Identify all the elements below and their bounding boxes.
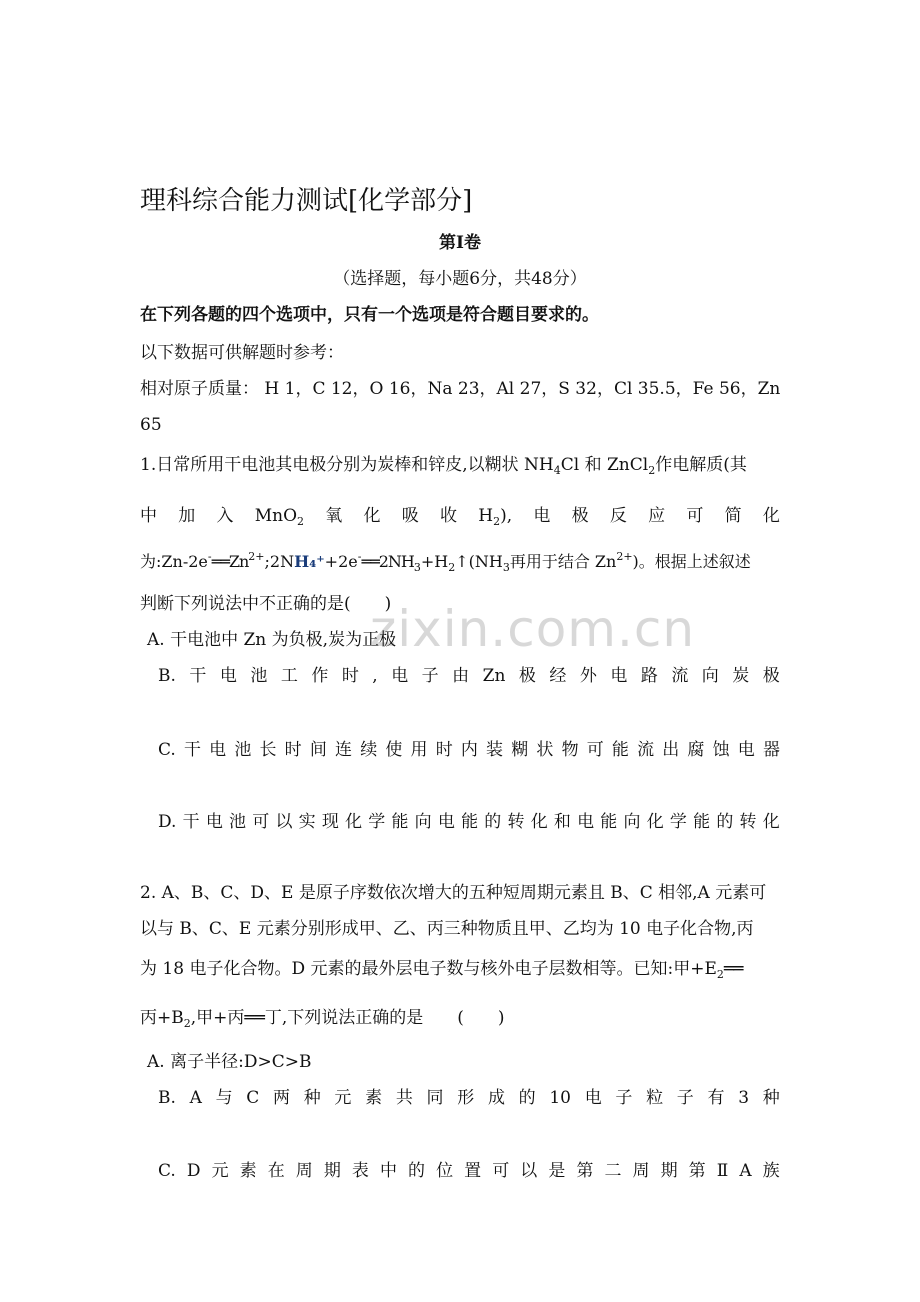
q2-line-1: 2. A、B、C、D、E 是原子序数依次增大的五种短周期元素且 B、C 相邻,A 元素可 [140, 883, 767, 903]
q2-line-2: 以与 B、C、E 元素分别形成甲、乙、丙三种物质且甲、乙均为 10 电子化合物,丙 [140, 919, 754, 939]
section-subtitle: （选择题，每小题6分，共48分） [333, 269, 587, 289]
watermark: zixin.com.cn [370, 600, 696, 658]
q1-line-1: 1.日常所用干电池其电极分别为炭棒和锌皮,以糊状 $NH_4Cl$ 和 ZnCl$_2$作电解质(其 [140, 455, 747, 477]
instruction: 在下列各题的四个选项中，只有一个选项是符合题目要求的。 [140, 305, 599, 325]
q1-option-c[interactable]: C. 干 电 池 长 时 间 连 续 使 用 时 内 装 糊 状 物 可 能 流 出 腐 蚀 电 器 [158, 740, 780, 760]
atomic-mass-line-1: 相对原子质量： H 1，C 12，O 16，Na 23，Al 27，S 32，Cl 35.5，Fe 56，Zn [140, 379, 781, 399]
q2-option-c[interactable]: C. D 元 素 在 周 期 表 中 的 位 置 可 以 是 第 二 周 期 第 Ⅱ A 族 [158, 1161, 780, 1181]
ammonium-formula: H₄⁺ [294, 552, 325, 571]
q2-option-a[interactable]: A. 离子半径:D>C>B [147, 1052, 312, 1072]
q1-line-3-equation: 为$:Zn-2e^-══Zn^{2+};2NH_4^++2e^-══2NH_3+H_2↑(NH_3$再用于结合 $Zn^{2+}$)。根据上述叙述 [140, 550, 751, 574]
q1-line-4: 判断下列说法中不正确的是( ) [140, 594, 392, 614]
section-heading: 第Ⅰ卷 [439, 233, 481, 253]
q1-option-d[interactable]: D. 干 电 池 可 以 实 现 化 学 能 向 电 能 的 转 化 和 电 能 向 化 学 能 的 转 化 [158, 812, 780, 832]
q1-option-b[interactable]: B. 干 电 池 工 作 时 , 电 子 由 Zn 极 经 外 电 路 流 向 炭 极 [158, 666, 780, 686]
atomic-mass-line-2: 65 [140, 415, 162, 435]
reference-intro: 以下数据可供解题时参考： [140, 343, 344, 363]
page-title: 理科综合能力测试[化学部分] [140, 186, 473, 216]
q2-line-4: 丙$+B_2$,甲+丙══丁,下列说法正确的是 ( ) [140, 1008, 505, 1030]
q2-line-3: 为 18 电子化合物。D 元素的最外层电子数与核外电子层数相等。已知:甲$+E_2══$ [140, 959, 743, 981]
q2-option-b[interactable]: B. A 与 C 两 种 元 素 共 同 形 成 的 10 电 子 粒 子 有 3 种 [158, 1088, 780, 1108]
q1-line-2: 中 加 入 MnO$_2$ 氧 化 吸 收 $H_2$), 电 极 反 应 可 简 化 [140, 506, 780, 528]
q1-option-a[interactable]: A. 干电池中 Zn 为负极,炭为正极 [147, 630, 397, 650]
